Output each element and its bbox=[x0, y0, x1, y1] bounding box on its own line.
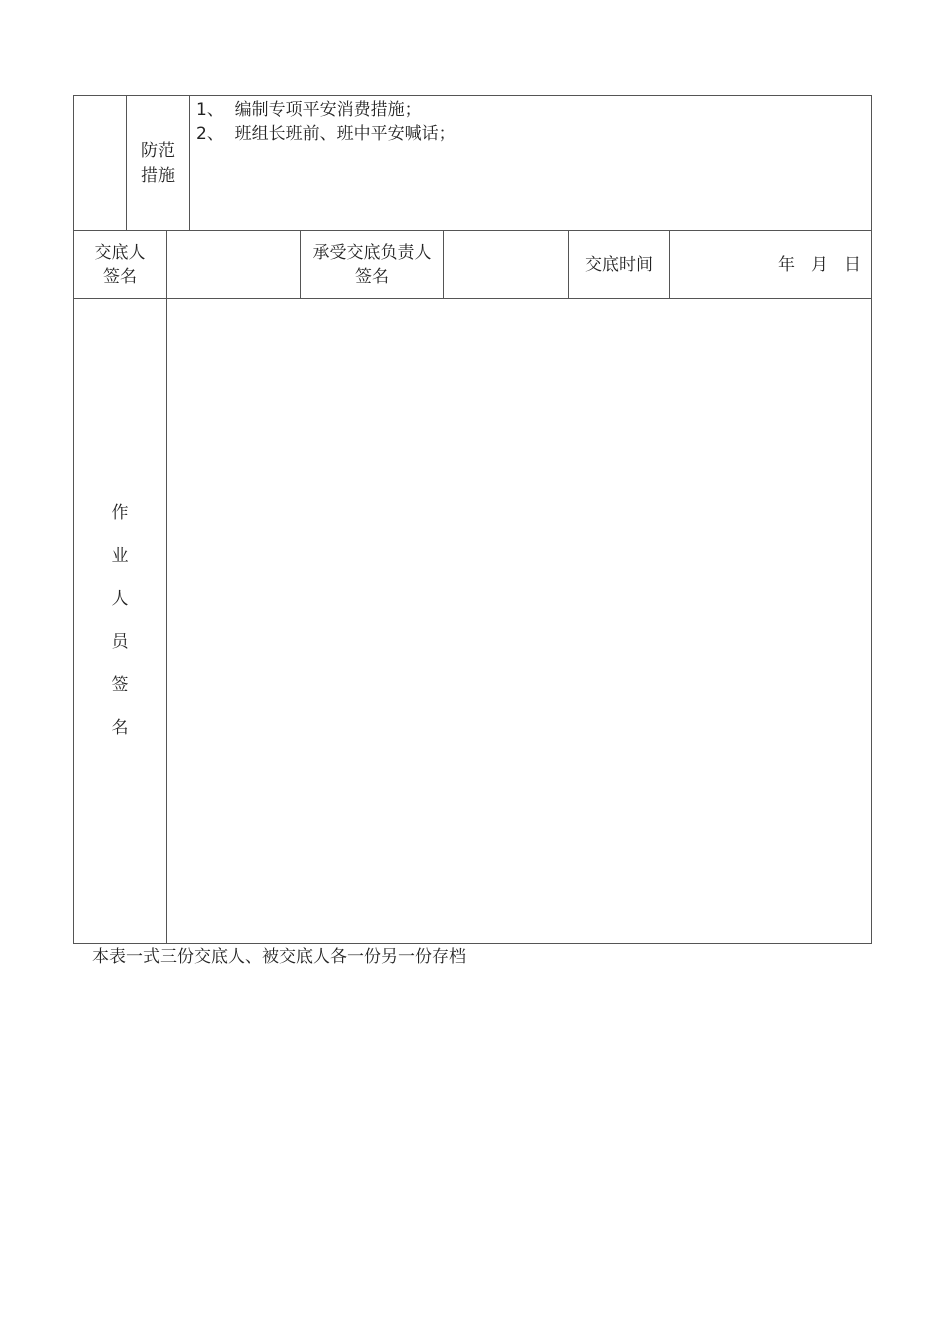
signature-row bbox=[73, 230, 872, 299]
precautions-content bbox=[196, 98, 863, 146]
workers-label-char: 人 bbox=[111, 589, 129, 609]
date-day-label: 日 bbox=[844, 255, 861, 275]
footnote: 本表一式三份交底人、被交底人各一份另一份存档 bbox=[92, 947, 466, 967]
receiver-label-cell bbox=[301, 231, 444, 299]
workers-label-char: 名 bbox=[111, 718, 129, 738]
workers-label-char: 业 bbox=[111, 546, 129, 566]
workers-label-char: 签 bbox=[111, 675, 129, 695]
receiver-signature-field[interactable] bbox=[444, 231, 569, 299]
receiver-label: 承受交底负责人签名 bbox=[312, 243, 432, 287]
workers-label-cell bbox=[74, 299, 167, 943]
date-month-label: 月 bbox=[811, 255, 828, 275]
workers-label-char: 员 bbox=[111, 632, 129, 652]
precautions-label: 防范措施 bbox=[141, 140, 175, 186]
time-label: 交底时间 bbox=[585, 255, 653, 275]
time-label-cell bbox=[569, 231, 670, 299]
discloser-signature-field[interactable] bbox=[167, 231, 301, 299]
disclosure-date-field[interactable] bbox=[670, 231, 871, 299]
date-year-label: 年 bbox=[778, 255, 795, 275]
precaution-item-number: 2、 bbox=[196, 124, 224, 144]
precautions-label-cell bbox=[127, 96, 190, 231]
discloser-label: 交底人签名 bbox=[94, 243, 146, 287]
workers-signature-area[interactable] bbox=[167, 299, 871, 943]
precautions-section bbox=[73, 95, 872, 231]
workers-signature-section bbox=[73, 298, 872, 944]
workers-label-char: 作 bbox=[111, 503, 129, 523]
discloser-label-cell bbox=[74, 231, 167, 299]
precaution-item-text: 编制专项平安消费措施； bbox=[234, 100, 422, 120]
blank-cell bbox=[74, 96, 127, 231]
precaution-item-number: 1、 bbox=[196, 100, 224, 120]
precaution-item bbox=[196, 98, 863, 122]
precaution-item-text: 班组长班前、班中平安喊话； bbox=[234, 124, 456, 144]
precaution-item bbox=[196, 122, 863, 146]
